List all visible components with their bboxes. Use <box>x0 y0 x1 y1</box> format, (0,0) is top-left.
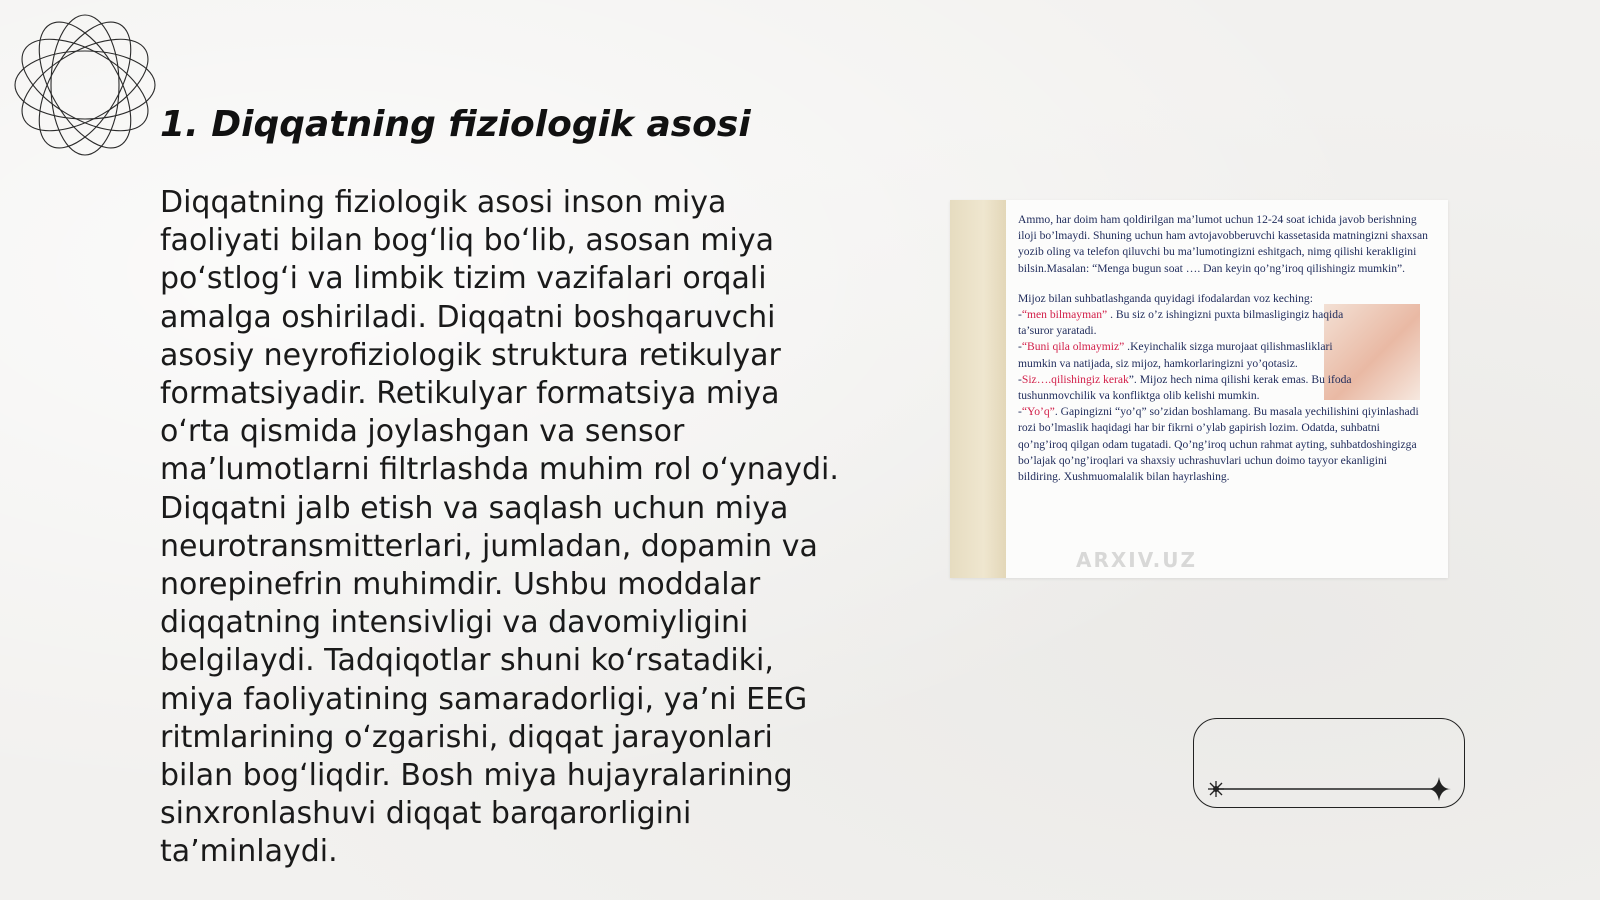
document-image <box>950 200 1448 578</box>
document-binding-strip <box>950 200 1006 578</box>
slide-title: 1. Diqqatning fiziologik asosi <box>160 104 751 145</box>
list-item: -Siz….qilishingiz kerak”. Mijoz hech nima qilishi kerak emas. Bu ifoda tushunmovchilik va konfliktga olib kelishi mumkin. <box>1018 372 1352 403</box>
red-phrase: Siz….qilishingiz kerak <box>1021 372 1129 386</box>
orbital-rings-logo-icon <box>10 10 160 160</box>
list-item: -“Yo’q”. Gapingizni “yo’q” so’zidan boshlamang. Bu masala yechilishini qiyinlashadi rozi bo’lmaslik haqidagi har bir fikrni o’ylab gapirish lozim. Odatda, suhbatni qo’ng’iroq qilgan odam tugatadi. Qo’ng’iroq uchun rahmat ayting, suhbatdoshingizga bo’lajak qo’ng’iroqlari va shaxsiy uchrashuvlari uchun doimo tayyor ekanligini bildiring. Xushmuomalalik bilan hayrlashing. <box>1018 405 1419 484</box>
document-text <box>1018 212 1430 485</box>
red-phrase: “men bilmayman” <box>1021 308 1108 322</box>
star-line-decoration-icon <box>1194 719 1466 809</box>
document-intro: Mijoz bilan suhbatlashganda quyidagi ifodalardan voz keching: <box>1018 291 1313 305</box>
slide-body-text: Diqqatning fiziologik asosi inson miya faoliyati bilan bog‘liq bo‘lib, asosan miya po‘stlog‘i va limbik tizim vazifalari orqali amalga oshiriladi. Diqqatni boshqaruvchi asosiy neyrofiziologik struktura retikulyar formatsiyadir. Retikulyar formatsiya miya o‘rta qismida joylashgan va sensor ma’lumotlarni filtrlashda muhim rol o‘ynaydi. Diqqatni jalb etish va saqlash uchun miya neurotransmitterlari, jumladan, dopamin va norepinefrin muhimdir. Ushbu moddalar diqqatning intensivligi va davomiyligini belgilaydi. Tadqiqotlar shuni ko‘rsatadiki, miya faoliyatining samaradorligi, ya’ni EEG ritmlarining o‘zgarishi, diqqat jarayonlari bilan bog‘liqdir. Bosh miya hujayralarining sinxronlashuvi diqqat barqarorligini ta’minlaydi. <box>160 185 839 870</box>
decorative-pill-frame <box>1193 718 1465 808</box>
watermark: ARXIV.UZ <box>1076 548 1197 572</box>
list-item: -“men bilmayman” . Bu siz o’z ishingizni puxta bilmasligingiz haqida ta’suror yaratadi. <box>1018 308 1344 338</box>
list-item: -“Buni qila olmaymiz” .Keyinchalik sizga murojaat qilishmasliklari mumkin va natijada, siz mijoz, hamkorlaringizni yo’qotasiz. <box>1018 340 1333 370</box>
red-phrase: “Buni qila olmaymiz” <box>1021 340 1125 354</box>
red-phrase: “Yo’q” <box>1021 405 1055 419</box>
document-paragraph: Ammo, har doim ham qoldirilgan ma’lumot uchun 12-24 soat ichida javob berishning iloji bo’lmaydi. Shuning uchun ham avtojavobberuvchi kassetasida matningizni shaxsan yozib oling va telefon qiluvchi bu ma’lumotingizni eshitgach, nimg qilishi kerakligini bilsin.Masalan: “Menga bugun soat …. Dan keyin qo’ng’iroq qilishingiz mumkin”. <box>1018 213 1428 275</box>
